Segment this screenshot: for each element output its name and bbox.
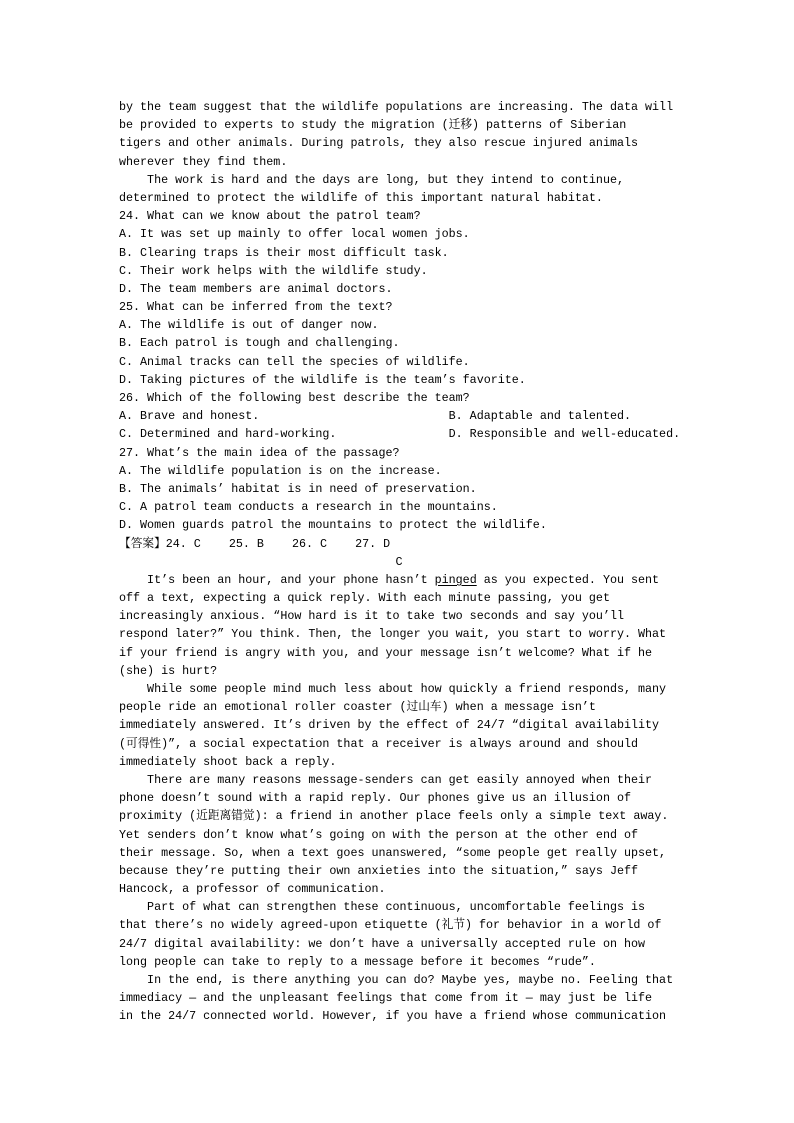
- text-run: C. A patrol team conducts a research in the mountains.: [119, 500, 498, 515]
- passage-line: [119, 189, 679, 207]
- text-run: phone doesn’t sound with a rapid reply. Our phones give us an illusion of: [119, 791, 631, 806]
- passage-line: [119, 571, 679, 589]
- passage-line: [119, 116, 679, 134]
- text-run: 24. What can we know about the patrol team?: [119, 209, 421, 224]
- text-run: C: [395, 554, 403, 569]
- passage-line: [119, 826, 679, 844]
- option-line: [119, 462, 679, 480]
- text-run: people ride an emotional roller coaster (过山车) when a message isn’t: [119, 700, 596, 715]
- text-run: D. Women guards patrol the mountains to protect the wildlife.: [119, 518, 547, 533]
- text-run: 26. Which of the following best describe the team?: [119, 391, 470, 405]
- text-run: their message. So, when a text goes unanswered, “some people get really upset,: [119, 845, 667, 860]
- passage-line: [119, 716, 679, 734]
- text-run: because they’re putting their own anxieties into the situation,” says Jeff: [119, 863, 639, 878]
- text-run: B. The animals’ habitat is in need of preservation.: [119, 481, 477, 496]
- passage-line: [119, 134, 679, 152]
- text-run: Yet senders don’t know what’s going on with the person at the other end of: [119, 827, 639, 842]
- text-run: While some people mind much less about how quickly a friend responds, many: [119, 682, 667, 696]
- option-line: [119, 480, 679, 498]
- text-run: It’s been an hour, and your phone hasn’t: [119, 572, 435, 587]
- text-run: immediacy — and the unpleasant feelings that come from it — may just be life: [119, 991, 653, 1006]
- text-run: (she) is hurt?: [119, 663, 218, 678]
- text-run: proximity (近距离错觉): a friend in another place feels only a simple text away.: [119, 809, 669, 824]
- text-run: tigers and other animals. During patrols, they also rescue injured animals: [119, 136, 639, 151]
- passage-line: [119, 98, 679, 116]
- passage-line: [119, 971, 679, 989]
- section-header: [119, 553, 679, 571]
- text-run: as you expected. You sent: [476, 572, 660, 587]
- passage-line: [119, 753, 679, 771]
- passage-line: [119, 589, 679, 607]
- text-run: immediately shoot back a reply.: [119, 754, 337, 769]
- text-run: C. Their work helps with the wildlife study.: [119, 263, 428, 278]
- question-line: [119, 389, 679, 407]
- question-line: [119, 207, 679, 225]
- option-line: [119, 316, 679, 334]
- option-line: [119, 334, 679, 352]
- option-line: [119, 353, 679, 371]
- option-line: [119, 371, 679, 389]
- passage-line: [119, 662, 679, 680]
- passage-line: [119, 171, 679, 189]
- text-run: 27. What’s the main idea of the passage?: [119, 445, 400, 460]
- option-line: [119, 498, 679, 516]
- text-run: A. The wildlife is out of danger now.: [119, 318, 379, 333]
- text-run: (可得性)”, a social expectation that a receiver is always around and should: [119, 736, 639, 751]
- text-run: determined to protect the wildlife of this important natural habitat.: [119, 190, 603, 205]
- text-run: C. Animal tracks can tell the species of wildlife.: [119, 354, 470, 369]
- answer-key-line: [119, 535, 679, 553]
- text-run: A. Brave and honest. B. Adaptable and talented.: [119, 409, 631, 424]
- text-run: immediately answered. It’s driven by the effect of 24/7 “digital availability: [119, 718, 660, 733]
- text-run: long people can take to reply to a message before it becomes “rude”.: [119, 954, 596, 969]
- text-run: A. The wildlife population is on the increase.: [119, 463, 442, 478]
- passage-line: [119, 1007, 679, 1025]
- option-line: [119, 244, 679, 262]
- text-run: Part of what can strengthen these continuous, uncomfortable feelings is: [119, 900, 646, 915]
- passage-line: [119, 807, 679, 825]
- document-body: [119, 98, 679, 1026]
- text-run: 25. What can be inferred from the text?: [119, 300, 393, 315]
- question-line: [119, 298, 679, 316]
- option-line: [119, 262, 679, 280]
- passage-line: [119, 862, 679, 880]
- text-run: C. Determined and hard-working. D. Responsible and well-educated.: [119, 427, 681, 442]
- text-run: be provided to experts to study the migration (迁移) patterns of Siberian: [119, 118, 627, 133]
- passage-line: [119, 698, 679, 716]
- text-run: if your friend is angry with you, and your message isn’t welcome? What if he: [119, 645, 653, 660]
- underlined-word: pinged: [434, 572, 477, 587]
- passage-line: [119, 844, 679, 862]
- text-run: D. The team members are animal doctors.: [119, 281, 393, 296]
- passage-line: [119, 880, 679, 898]
- passage-line: [119, 989, 679, 1007]
- passage-line: [119, 153, 679, 171]
- text-run: A. It was set up mainly to offer local women jobs.: [119, 227, 470, 242]
- passage-line: [119, 789, 679, 807]
- text-run: The work is hard and the days are long, but they intend to continue,: [119, 172, 624, 187]
- option-line: [119, 407, 679, 425]
- question-line: [119, 444, 679, 462]
- text-run: 【答案】24. C 25. B 26. C 27. D: [119, 536, 391, 551]
- passage-line: [119, 680, 679, 698]
- text-run: by the team suggest that the wildlife populations are increasing. The data will: [119, 100, 674, 114]
- option-line: [119, 225, 679, 243]
- text-run: increasingly anxious. “How hard is it to take two seconds and say you’ll: [119, 609, 624, 624]
- text-run: Hancock, a professor of communication.: [119, 882, 386, 897]
- passage-line: [119, 625, 679, 643]
- passage-line: [119, 644, 679, 662]
- passage-line: [119, 935, 679, 953]
- text-run: in the 24/7 connected world. However, if you have a friend whose communication: [119, 1009, 667, 1024]
- passage-line: [119, 735, 679, 753]
- option-line: [119, 280, 679, 298]
- passage-line: [119, 898, 679, 916]
- text-run: In the end, is there anything you can do? Maybe yes, maybe no. Feeling that: [119, 973, 674, 987]
- passage-line: [119, 953, 679, 971]
- option-line: [119, 425, 679, 443]
- text-run: B. Each patrol is tough and challenging.: [119, 336, 400, 351]
- text-run: respond later?” You think. Then, the longer you wait, you start to worry. What: [119, 627, 667, 642]
- text-run: wherever they find them.: [119, 154, 288, 169]
- option-line: [119, 516, 679, 534]
- text-run: There are many reasons message-senders can get easily annoyed when their: [119, 772, 653, 787]
- text-run: B. Clearing traps is their most difficult task.: [119, 245, 449, 260]
- passage-line: [119, 607, 679, 625]
- text-run: that there’s no widely agreed-upon etiquette (礼节) for behavior in a world of: [119, 918, 662, 933]
- passage-line: [119, 916, 679, 934]
- text-run: 24/7 digital availability: we don’t have a universally accepted rule on how: [119, 936, 646, 951]
- passage-line: [119, 771, 679, 789]
- text-run: D. Taking pictures of the wildlife is the team’s favorite.: [119, 372, 526, 387]
- text-run: off a text, expecting a quick reply. With each minute passing, you get: [119, 591, 610, 606]
